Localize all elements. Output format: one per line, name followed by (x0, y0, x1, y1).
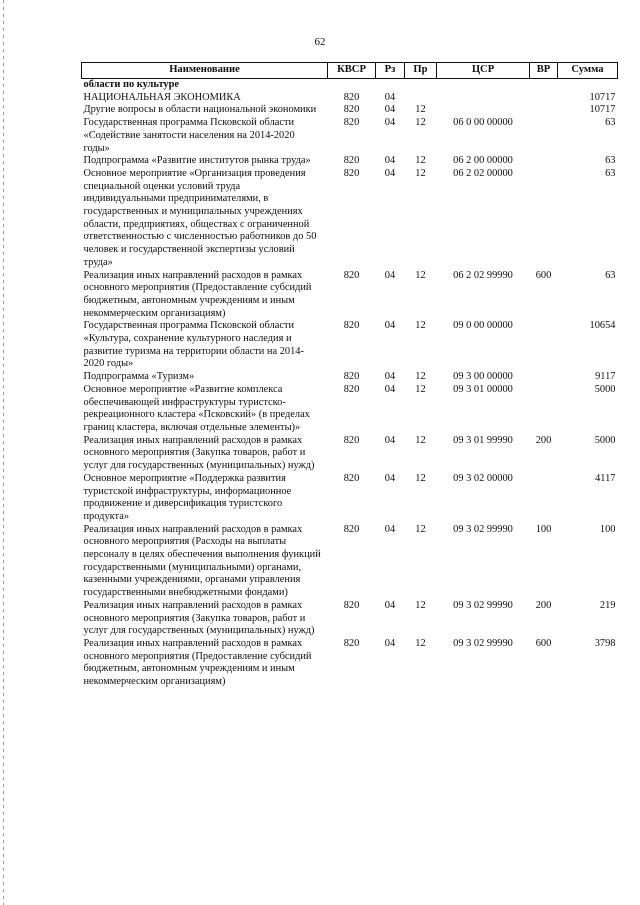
row-name: Подпрограмма «Развитие институтов рынка труда» (83, 155, 311, 167)
row-sum: 219 (599, 599, 616, 611)
row-sum: 63 (605, 269, 616, 281)
row-kvsr: 820 (343, 371, 360, 383)
row-kvsr: 820 (343, 155, 360, 167)
row-csr: 09 3 02 99990 (453, 523, 513, 535)
row-sum: 10717 (589, 104, 616, 116)
row-kvsr: 820 (343, 383, 360, 395)
budget-table (81, 62, 618, 689)
table-row (82, 270, 618, 321)
row-csr: 06 2 00 00000 (453, 155, 513, 167)
row-name: Подпрограмма «Туризм» (83, 371, 195, 383)
table-row (82, 104, 618, 117)
header-kvsr: КВСР (328, 63, 376, 79)
row-pr: 12 (415, 269, 426, 281)
header-csr: ЦСР (437, 63, 530, 79)
row-pr: 12 (415, 371, 426, 383)
row-vr: 100 (535, 523, 552, 535)
row-sum: 4117 (595, 472, 616, 484)
row-pr: 12 (415, 472, 426, 484)
row-csr: 09 0 00 00000 (453, 320, 513, 332)
row-pr: 12 (415, 434, 426, 446)
table-row (82, 435, 618, 473)
table-row (82, 384, 618, 435)
row-rz: 04 (384, 523, 396, 535)
row-sum: 10717 (589, 91, 616, 103)
row-csr: 09 3 02 99990 (453, 637, 513, 649)
row-pr (405, 79, 437, 92)
table-row (82, 168, 618, 270)
row-rz: 04 (384, 167, 396, 179)
row-rz: 04 (384, 383, 396, 395)
table-row (82, 155, 618, 168)
row-rz: 04 (384, 472, 396, 484)
table-row (82, 117, 618, 155)
row-kvsr: 820 (343, 104, 360, 116)
row-csr: 09 3 01 99990 (453, 434, 513, 446)
row-vr (530, 473, 558, 524)
table-row (82, 92, 618, 105)
row-name: Государственная программа Псковской области «Содействие занятости населения на 2014-2020 годы» (83, 117, 295, 154)
row-vr (530, 168, 558, 270)
row-rz (376, 79, 405, 92)
row-vr: 200 (535, 434, 552, 446)
row-kvsr: 820 (343, 91, 360, 103)
row-kvsr: 820 (343, 320, 360, 332)
row-name: Другие вопросы в области национальной экономики (83, 104, 317, 116)
table-row (82, 524, 618, 600)
row-name: Основное мероприятие «Организация проведения специальной оценки условий труда индивидуальными предпринимателями, в государственных и муниципальных учреждениях области, предприятиях, обществах с ограниченной ответственностью с численностью работников до 50 человек и государственной экспертизы условий труда» (83, 167, 317, 268)
row-pr: 12 (415, 320, 426, 332)
row-rz: 04 (384, 434, 396, 446)
table-header-row (82, 63, 618, 79)
row-csr: 06 2 02 99990 (453, 269, 513, 281)
row-rz: 04 (384, 599, 396, 611)
row-sum: 10654 (589, 320, 616, 332)
row-rz: 04 (384, 91, 396, 103)
row-name: Реализация иных направлений расходов в рамках основного мероприятия (Предоставление субсидий бюджетным, автономным учреждениям и иным некоммерческим организациям) (83, 637, 312, 688)
row-vr (530, 79, 558, 92)
row-csr: 09 3 01 00000 (453, 383, 513, 395)
row-vr: 600 (535, 637, 552, 649)
row-name: НАЦИОНАЛЬНАЯ ЭКОНОМИКА (83, 91, 241, 103)
row-name: Реализация иных направлений расходов в рамках основного мероприятия (Закупка товаров, работ и услуг для государственных (муниципальных) нужд) (83, 434, 315, 472)
row-sum: 5000 (594, 434, 616, 446)
row-kvsr (328, 79, 376, 92)
row-sum: 63 (605, 167, 616, 179)
row-vr (530, 155, 558, 168)
row-kvsr: 820 (343, 472, 360, 484)
page-number: 62 (314, 36, 326, 48)
row-csr: 09 3 00 00000 (453, 371, 513, 383)
row-kvsr: 820 (343, 434, 360, 446)
row-name: Реализация иных направлений расходов в рамках основного мероприятия (Предоставление субсидий бюджетным, автономным учреждениям и иным некоммерческим организациям) (83, 269, 312, 319)
scan-edge-line (3, 0, 4, 905)
row-pr: 12 (415, 104, 426, 116)
table-row (82, 79, 618, 92)
row-rz: 04 (384, 117, 396, 129)
row-csr (437, 79, 530, 92)
row-rz: 04 (384, 269, 396, 281)
row-name: области по культуре (83, 79, 179, 90)
header-pr: Пр (405, 63, 437, 79)
row-pr: 12 (415, 599, 426, 611)
row-vr (530, 371, 558, 384)
row-name: Реализация иных направлений расходов в рамках основного мероприятия (Расходы на выплаты персоналу в целях обеспечения выполнения функций государственными (муниципальными) органами, казенными учреждениями, органами управления государственными внебюджетными фондами) (83, 523, 321, 599)
header-vr: ВР (530, 63, 558, 79)
row-kvsr: 820 (343, 117, 360, 129)
row-vr (530, 92, 558, 105)
row-sum (558, 79, 618, 92)
row-pr: 12 (415, 155, 426, 167)
row-sum: 63 (605, 117, 616, 129)
row-pr: 12 (415, 383, 426, 395)
row-csr (437, 104, 530, 117)
header-rz: Рз (376, 63, 405, 79)
row-sum: 63 (605, 155, 616, 167)
row-kvsr: 820 (343, 269, 360, 281)
row-csr: 09 3 02 00000 (453, 472, 513, 484)
row-vr (530, 384, 558, 435)
row-csr: 06 2 02 00000 (453, 167, 513, 179)
row-kvsr: 820 (343, 599, 360, 611)
row-sum: 3798 (594, 637, 616, 649)
row-name: Основное мероприятие «Поддержка развития туристской инфраструктуры, информационное продвижение и диверсификация туристского продукта» (83, 472, 292, 522)
row-rz: 04 (384, 320, 396, 332)
table-row (82, 371, 618, 384)
row-sum: 9117 (595, 371, 616, 383)
row-csr: 06 0 00 00000 (453, 117, 513, 129)
table-row (82, 600, 618, 638)
row-pr: 12 (415, 523, 426, 535)
row-csr: 09 3 02 99990 (453, 599, 513, 611)
row-kvsr: 820 (343, 167, 360, 179)
table-body (82, 79, 618, 689)
row-name: Государственная программа Псковской области «Культура, сохранение культурного наследия и развитие туризма на территории области на 2014-2020 годы» (83, 320, 304, 370)
table-row (82, 638, 618, 689)
row-pr (405, 92, 437, 105)
header-sum: Сумма (558, 63, 618, 79)
table-row (82, 473, 618, 524)
row-vr: 600 (535, 269, 552, 281)
row-sum: 100 (599, 523, 616, 535)
row-csr (437, 92, 530, 105)
row-name: Основное мероприятие «Развитие комплекса обеспечивающей инфраструктуры туристско-рекреационного кластера «Псковский» (в пределах границ кластера, включая отдельные элементы)» (83, 383, 310, 433)
table-row (82, 320, 618, 371)
header-name: Наименование (82, 63, 328, 79)
row-rz: 04 (384, 104, 396, 116)
row-vr: 200 (535, 599, 552, 611)
row-sum: 5000 (594, 383, 616, 395)
row-rz: 04 (384, 155, 396, 167)
row-vr (530, 117, 558, 155)
row-pr: 12 (415, 167, 426, 179)
row-pr: 12 (415, 637, 426, 649)
row-pr: 12 (415, 117, 426, 129)
row-name: Реализация иных направлений расходов в рамках основного мероприятия (Закупка товаров, работ и услуг для государственных (муниципальных) нужд) (83, 599, 315, 637)
row-kvsr: 820 (343, 523, 360, 535)
row-vr (530, 320, 558, 371)
row-rz: 04 (384, 637, 396, 649)
row-rz: 04 (384, 371, 396, 383)
row-vr (530, 104, 558, 117)
row-kvsr: 820 (343, 637, 360, 649)
